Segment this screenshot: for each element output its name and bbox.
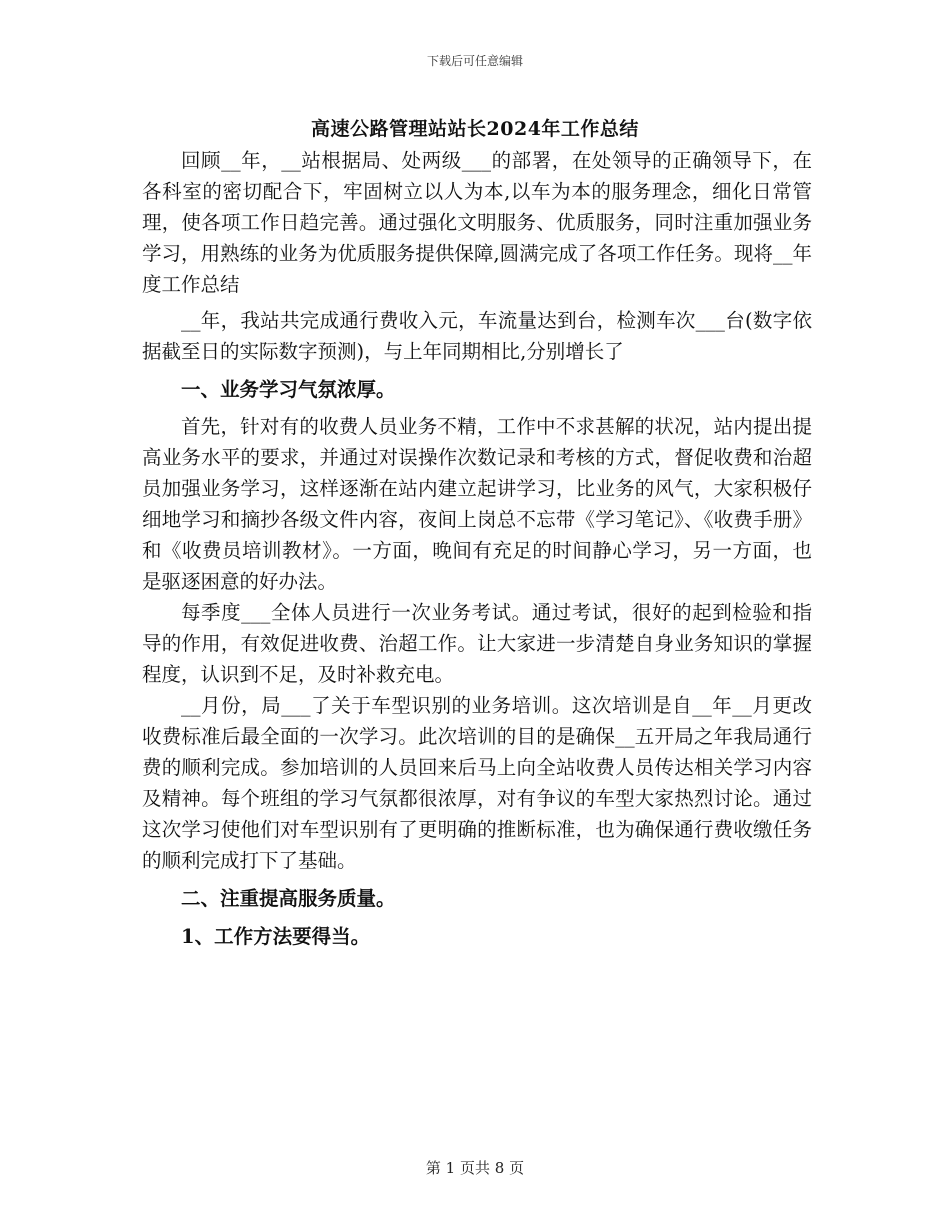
section-heading-2: 二、注重提高服务质量。 — [181, 887, 396, 910]
subsection-heading-1: 1、工作方法要得当。 — [181, 925, 371, 948]
document-body — [142, 145, 812, 958]
page-number: 第 1 页共 8 页 — [425, 1159, 525, 1177]
paragraph-intro: 回顾__年，__站根据局、处两级___的部署，在处领导的正确领导下，在各科室的密切配合下，牢固树立以人为本,以车为本的服务理念，细化日常管理，使各项工作日趋完善。通过强化文明服务、优质服务，同时注重加强业务学习，用熟练的业务为优质服务提供保障,圆满完成了各项工作任务。现将__年度工作总结 — [142, 149, 812, 296]
paragraph-study-2: 每季度___全体人员进行一次业务考试。通过考试，很好的起到检验和指导的作用，有效促进收费、治超工作。让大家进一步清楚自身业务知识的掌握程度，认识到不足，及时补救充电。 — [142, 601, 812, 686]
section-heading-1: 一、业务学习气氛浓厚。 — [181, 378, 396, 401]
paragraph-study-1: 首先，针对有的收费人员业务不精，工作中不求甚解的状况，站内提出提高业务水平的要求，并通过对误操作次数记录和考核的方式，督促收费和治超员加强业务学习，这样逐渐在站内建立起讲学习，比业务的风气，大家积极仔细地学习和摘抄各级文件内容，夜间上岗总不忘带《学习笔记》、《收费手册》和《收费员培训教材》。一方面，晚间有充足的时间静心学习，另一方面，也是驱逐困意的好办法。 — [142, 415, 812, 593]
paragraph-training: __月份，局___了关于车型识别的业务培训。这次培训是自__年__月更改收费标准后最全面的一次学习。此次培训的目的是确保__五开局之年我局通行费的顺利完成。参加培训的人员回来后马上向全站收费人员传达相关学习内容及精神。每个班组的学习气氛都很浓厚，对有争议的车型大家热烈讨论。通过这次学习使他们对车型识别有了更明确的推断标准，也为确保通行费收缴任务的顺利完成打下了基础。 — [142, 694, 812, 872]
document-title: 高速公路管理站站长2024年工作总结 — [311, 118, 639, 140]
paragraph-summary: __年，我站共完成通行费收入元，车流量达到台，检测车次___台(数字依据截至日的实际数字预测)，与上年同期相比,分别增长了 — [142, 309, 812, 363]
header-note: 下载后可任意编辑 — [426, 54, 523, 68]
